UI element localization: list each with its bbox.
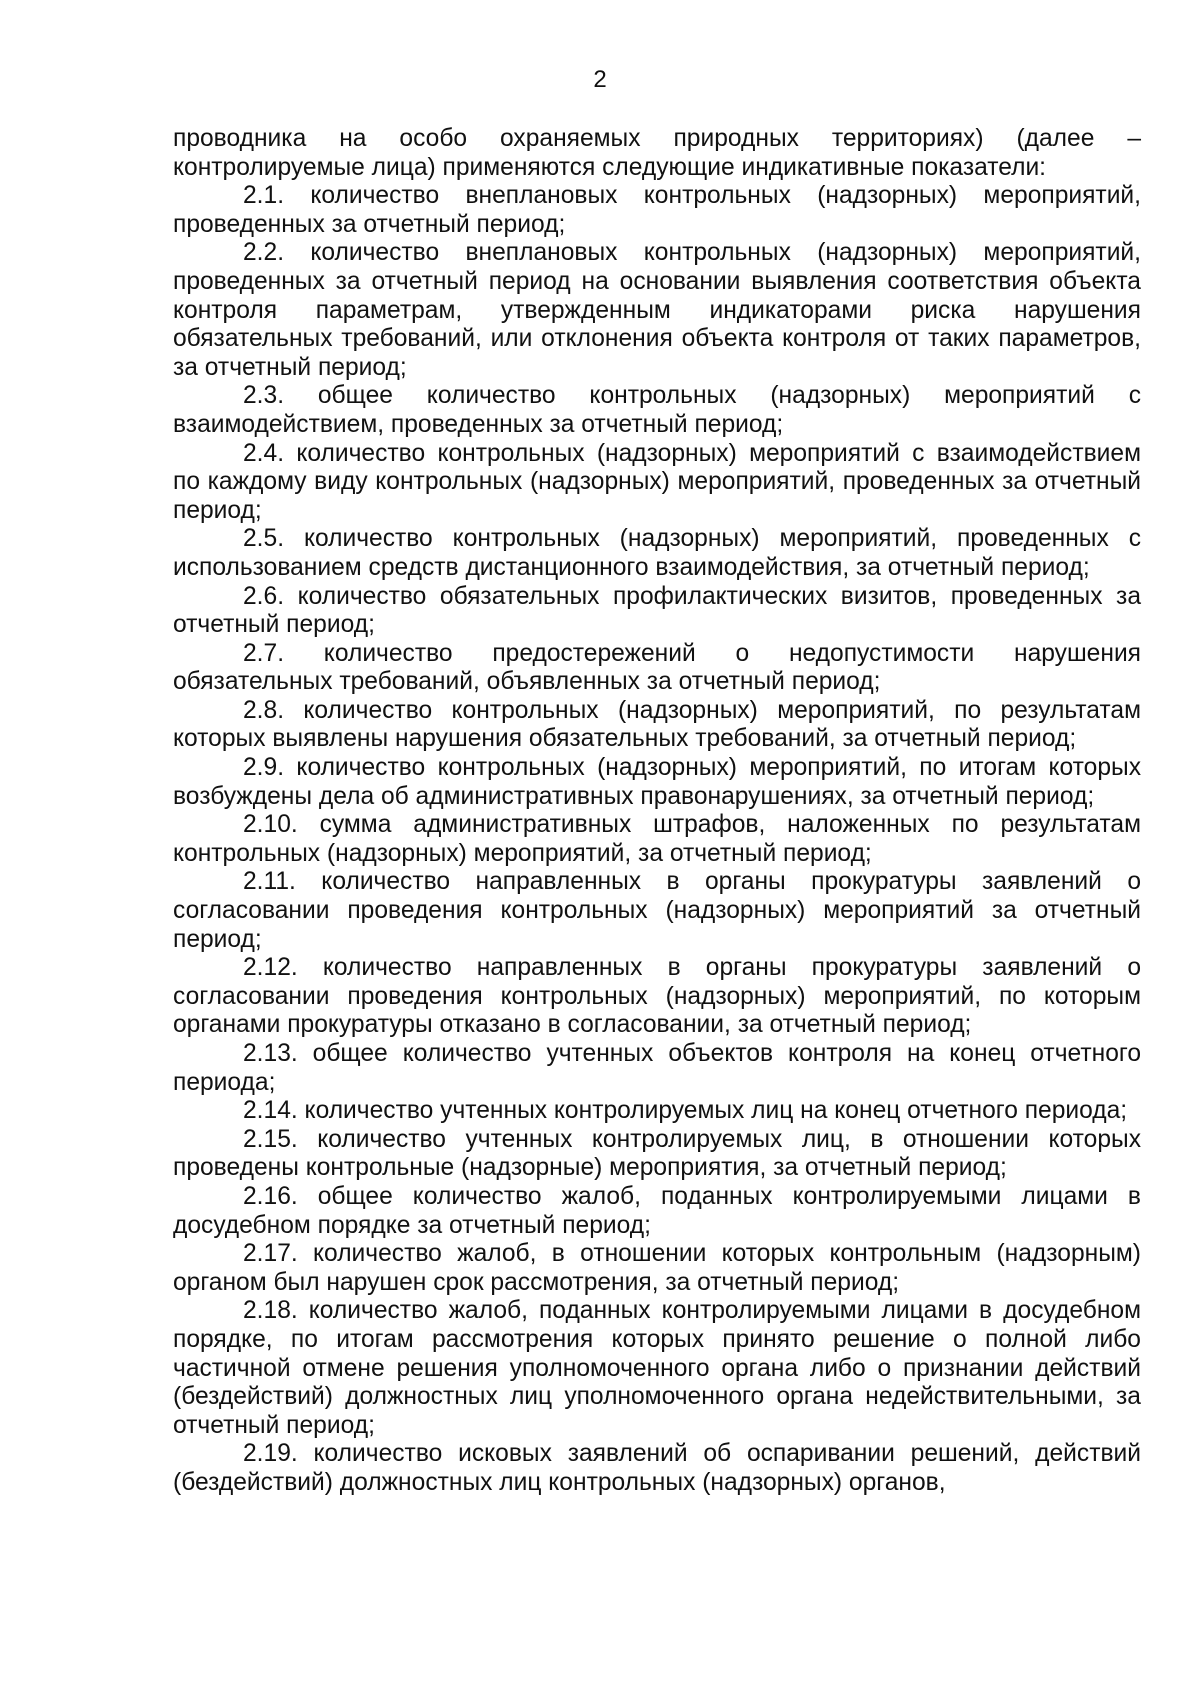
list-item-2-2: 2.2. количество внеплановых контрольных (надзорных) мероприятий, проведенных за отчетный период на основании выявления соответствия объекта контроля параметрам, утвержденным индикаторами риска нарушения обязательных требований, или отклонения объекта контроля от таких параметров, за отчетный период; xyxy=(173,239,1141,381)
list-item-2-15: 2.15. количество учтенных контролируемых лиц, в отношении которых проведены контрольные (надзорные) мероприятия, за отчетный период; xyxy=(173,1125,1141,1182)
list-item-2-7: 2.7. количество предостережений о недопустимости нарушения обязательных требований, объявленных за отчетный период; xyxy=(173,639,1141,696)
document-body xyxy=(173,125,1141,1498)
list-item-2-4: 2.4. количество контрольных (надзорных) мероприятий с взаимодействием по каждому виду контрольных (надзорных) мероприятий, проведенных за отчетный период; xyxy=(173,439,1141,524)
list-item-2-16: 2.16. общее количество жалоб, поданных контролируемыми лицами в досудебном порядке за отчетный период; xyxy=(173,1182,1141,1239)
paragraph-continuation: проводника на особо охраняемых природных территориях) (далее – контролируемые лица) применяются следующие индикативные показатели: xyxy=(173,125,1141,181)
list-item-2-18: 2.18. количество жалоб, поданных контролируемыми лицами в досудебном порядке, по итогам рассмотрения которых принято решение о полной либо частичной отмене решения уполномоченного органа либо о признании действий (бездействий) должностных лиц уполномоченного органа недействительными, за отчетный период; xyxy=(173,1297,1141,1439)
list-item-2-19: 2.19. количество исковых заявлений об оспаривании решений, действий (бездействий) должностных лиц контрольных (надзорных) органов, xyxy=(173,1440,1141,1496)
list-item-2-14: 2.14. количество учтенных контролируемых лиц на конец отчетного периода; xyxy=(243,1097,1128,1125)
list-item-2-3: 2.3. общее количество контрольных (надзорных) мероприятий с взаимодействием, проведенных за отчетный период; xyxy=(173,382,1141,438)
page-number: 2 xyxy=(593,66,607,93)
list-item-2-17: 2.17. количество жалоб, в отношении которых контрольным (надзорным) органом был нарушен срок рассмотрения, за отчетный период; xyxy=(173,1240,1141,1296)
list-item-2-11: 2.11. количество направленных в органы прокуратуры заявлений о согласовании проведения контрольных (надзорных) мероприятий за отчетный период; xyxy=(173,868,1141,953)
list-item-2-1: 2.1. количество внеплановых контрольных (надзорных) мероприятий, проведенных за отчетный период; xyxy=(173,182,1141,238)
list-item-2-6: 2.6. количество обязательных профилактических визитов, проведенных за отчетный период; xyxy=(173,582,1141,639)
list-item-2-10: 2.10. сумма административных штрафов, наложенных по результатам контрольных (надзорных) мероприятий, за отчетный период; xyxy=(173,811,1141,867)
list-item-2-13: 2.13. общее количество учтенных объектов контроля на конец отчетного периода; xyxy=(173,1040,1141,1096)
list-item-2-5: 2.5. количество контрольных (надзорных) мероприятий, проведенных с использованием средств дистанционного взаимодействия, за отчетный период; xyxy=(173,525,1141,581)
list-item-2-12: 2.12. количество направленных в органы прокуратуры заявлений о согласовании проведения контрольных (надзорных) мероприятий, по которым органами прокуратуры отказано в согласовании, за отчетный период; xyxy=(173,954,1141,1039)
list-item-2-8: 2.8. количество контрольных (надзорных) мероприятий, по результатам которых выявлены нарушения обязательных требований, за отчетный период; xyxy=(173,696,1141,753)
list-item-2-9: 2.9. количество контрольных (надзорных) мероприятий, по итогам которых возбуждены дела об административных правонарушениях, за отчетный период; xyxy=(173,754,1141,810)
